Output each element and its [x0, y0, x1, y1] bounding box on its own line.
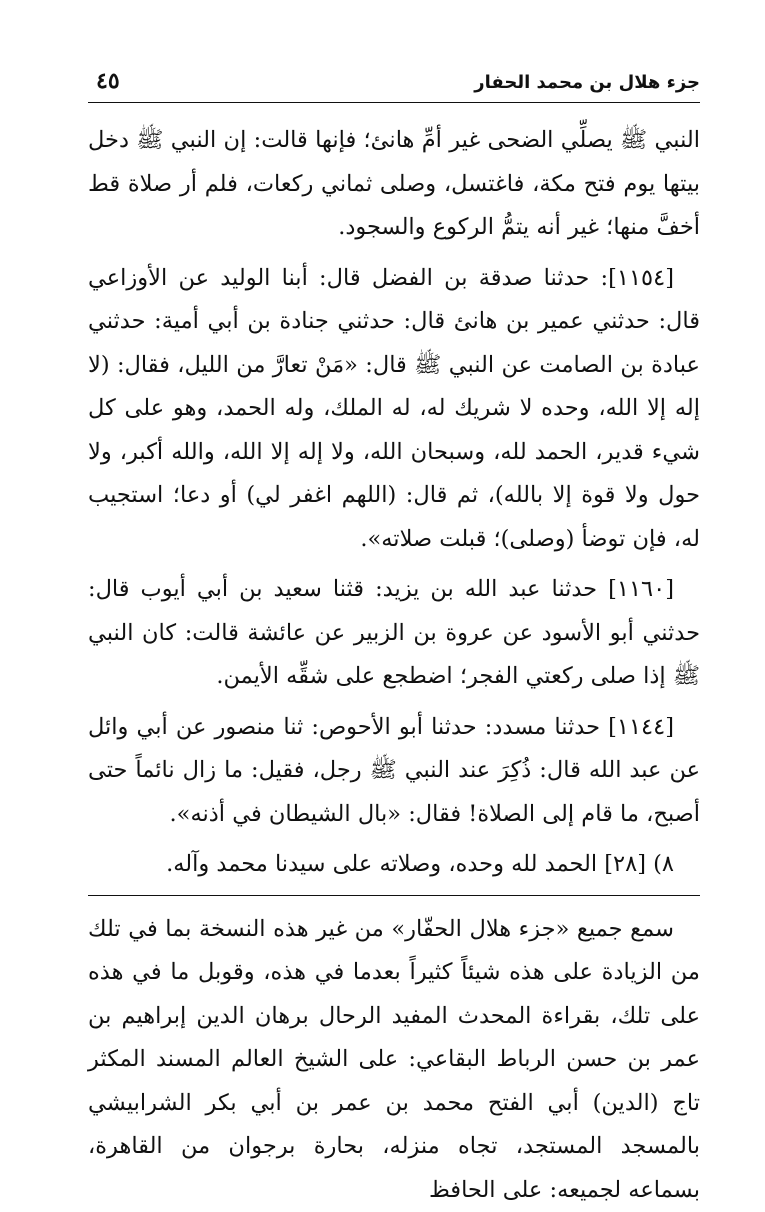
- section-divider: [88, 895, 700, 896]
- paragraph-audition-note: سمع جميع «جزء هلال الحفّار» من غير هذه النسخة بما في تلك من الزيادة على هذه شيئاً كثيراً بعدما في هذه، وقوبل ما في هذه على تلك، بقراءة المحدث المفيد الرحال برهان الدين إبراهيم بن عمر بن حسن الرباط البقاعي: على الشيخ العالم المسند المكثر تاج (الدين) أبي الفتح محمد بن عمر بن أبي بكر الشرابيشي بالمسجد المستجد، تجاه منزله، بحارة برجوان من القاهرة، بسماعه لجميعه: على الحافظ: [88, 908, 700, 1212]
- page-body: [88, 119, 700, 1212]
- book-page: [88, 62, 700, 1102]
- running-header: [88, 62, 700, 103]
- running-title: جزء هلال بن محمد الحفار: [474, 72, 700, 93]
- paragraph-closing-praise: ٨) [٢٨] الحمد لله وحده، وصلاته على سيدنا محمد وآله.: [88, 843, 700, 887]
- paragraph-hadith-1144: [١١٤٤] حدثنا مسدد: حدثنا أبو الأحوص: ثنا منصور عن أبي وائل عن عبد الله قال: ذُكِرَ عند النبي ﷺ رجل، فقيل: ما زال نائماً حتى أصبح، ما قام إلى الصلاة! فقال: «بال الشيطان في أذنه».: [88, 706, 700, 837]
- page-number: ٤٥: [96, 68, 120, 94]
- paragraph-hadith-1160: [١١٦٠] حدثنا عبد الله بن يزيد: قثنا سعيد بن أبي أيوب قال: حدثني أبو الأسود عن عروة بن الزبير عن عائشة قالت: كان النبي ﷺ إذا صلى ركعتي الفجر؛ اضطجع على شقِّه الأيمن.: [88, 568, 700, 699]
- paragraph-hadith-continuation: النبي ﷺ يصلِّي الضحى غير أمِّ هانئ؛ فإنها قالت: إن النبي ﷺ دخل بيتها يوم فتح مكة، فاغتسل، وصلى ثماني ركعات، فلم أر صلاة قط أخفَّ منها؛ غير أنه يتمُّ الركوع والسجود.: [88, 119, 700, 250]
- paragraph-hadith-1154: [١١٥٤]: حدثنا صدقة بن الفضل قال: أبنا الوليد عن الأوزاعي قال: حدثني عمير بن هانئ قال: حدثني جنادة بن أبي أمية: حدثني عبادة بن الصامت عن النبي ﷺ قال: «مَنْ تعارَّ من الليل، فقال: (لا إله إلا الله، وحده لا شريك له، له الملك، وله الحمد، وهو على كل شيء قدير، الحمد لله، وسبحان الله، ولا إله إلا الله، والله أكبر، ولا حول ولا قوة إلا بالله)، ثم قال: (اللهم اغفر لي) أو دعا؛ استجيب له، فإن توضأ (وصلى)؛ قبلت صلاته».: [88, 257, 700, 562]
